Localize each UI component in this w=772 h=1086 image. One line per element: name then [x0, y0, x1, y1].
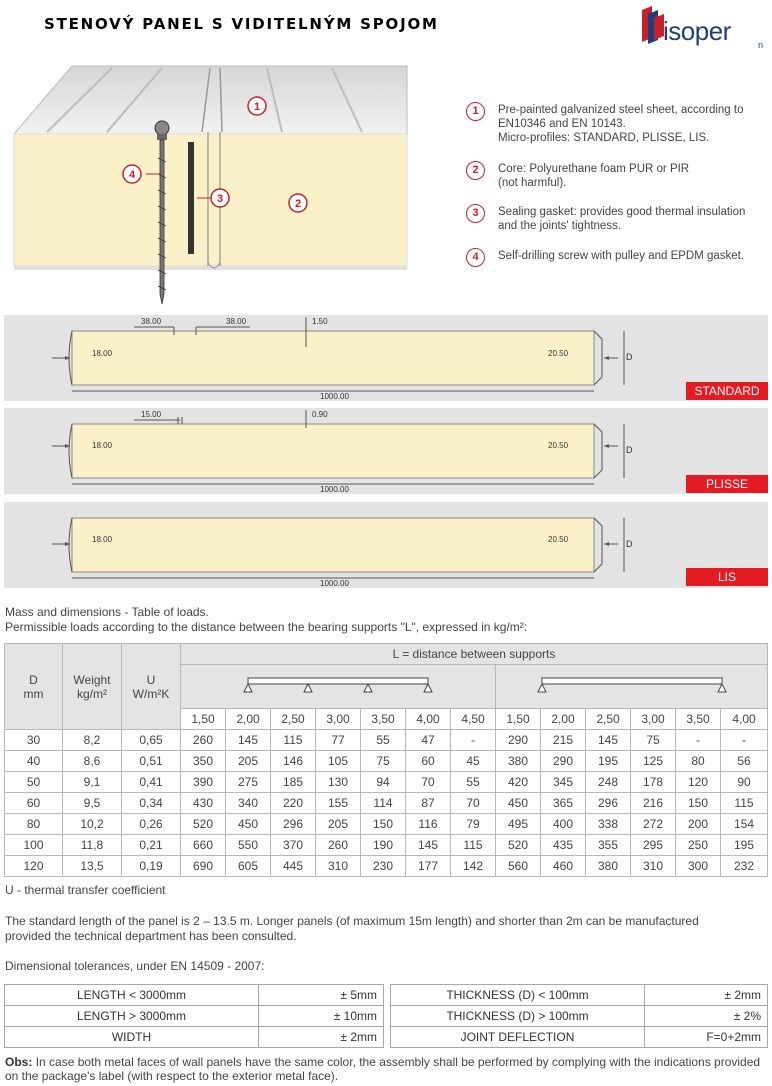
- dim-depth: 1.50: [312, 317, 328, 326]
- table-cell: 45: [451, 751, 496, 772]
- dim-right: 20.50: [548, 441, 569, 450]
- table-cell: 87: [406, 793, 451, 814]
- single-span-beam-icon: [496, 665, 768, 709]
- table-cell: 400: [541, 814, 586, 835]
- span-a: 3,00: [316, 709, 361, 730]
- table-cell: 380: [496, 751, 541, 772]
- table-cell: 90: [721, 772, 768, 793]
- span-b: 2,50: [586, 709, 631, 730]
- span-b: 3,00: [631, 709, 676, 730]
- table-cell: 260: [181, 730, 226, 751]
- table-cell: 150: [361, 814, 406, 835]
- legend-item-4: [466, 249, 766, 263]
- table-cell: 8,6: [63, 751, 122, 772]
- two-span-beam-icon: [181, 665, 496, 709]
- table-cell: 520: [496, 835, 541, 856]
- table-cell: 605: [226, 856, 271, 877]
- table-cell: 70: [406, 772, 451, 793]
- dim-thickness: D: [626, 539, 633, 549]
- dim-thickness: D: [626, 445, 633, 455]
- span-header: L = distance between supports: [181, 644, 768, 665]
- length-note: [5, 914, 765, 944]
- table-cell: 296: [271, 814, 316, 835]
- tolerance-table-right: [390, 984, 768, 1048]
- table-cell: 338: [586, 814, 631, 835]
- legend-item-2: [466, 162, 766, 190]
- span-b: 2,00: [541, 709, 586, 730]
- table-cell: 190: [361, 835, 406, 856]
- legend-item-1: [466, 103, 766, 145]
- table-cell: 520: [181, 814, 226, 835]
- table-cell: 94: [361, 772, 406, 793]
- table-cell: 60: [406, 751, 451, 772]
- tolerance-row: WIDTH ± 2mm: [5, 1027, 384, 1048]
- table-cell: 205: [226, 751, 271, 772]
- table-cell: 195: [586, 751, 631, 772]
- page-title: STENOVÝ PANEL S VIDITELNÝM SPOJOM: [44, 15, 439, 33]
- span-a: 2,00: [226, 709, 271, 730]
- table-cell: 56: [721, 751, 768, 772]
- span-b: 4,00: [721, 709, 768, 730]
- legend-number: 2: [466, 161, 485, 180]
- table-cell: 460: [541, 856, 586, 877]
- table-cell: 310: [631, 856, 676, 877]
- table-cell: 420: [496, 772, 541, 793]
- profile-tag: LIS: [686, 568, 768, 586]
- table-cell: 125: [631, 751, 676, 772]
- table-cell: 177: [406, 856, 451, 877]
- table-cell: 79: [451, 814, 496, 835]
- table-cell: 260: [316, 835, 361, 856]
- table-cell: 115: [271, 730, 316, 751]
- span-a: 3,50: [361, 709, 406, 730]
- tolerance-row: LENGTH > 3000mm ± 10mm: [5, 1006, 384, 1027]
- dim-width: 1000.00: [320, 392, 349, 401]
- table-cell: 9,1: [63, 772, 122, 793]
- obs-text: In case both metal faces of wall panels have the same color, the assembly shall be performed by complying with the indications provided on the package's label (with respect to the exterior metal face).: [5, 1055, 761, 1083]
- table-cell: -: [721, 730, 768, 751]
- table-row: [5, 814, 768, 835]
- table-cell: 275: [226, 772, 271, 793]
- table-cell: 145: [406, 835, 451, 856]
- table-cell: 232: [721, 856, 768, 877]
- table-cell: 295: [631, 835, 676, 856]
- intro-line: Permissible loads according to the distance between the bearing supports "L", expressed in kg/m²:: [5, 620, 528, 634]
- table-cell: 60: [5, 793, 63, 814]
- table-cell: 345: [541, 772, 586, 793]
- tolerance-row: LENGTH < 3000mm ± 5mm: [5, 985, 384, 1006]
- table-cell: 430: [181, 793, 226, 814]
- table-cell: 370: [271, 835, 316, 856]
- legend-line: (not harmful).: [498, 177, 567, 189]
- table-cell: 115: [721, 793, 768, 814]
- obs-note: [5, 1055, 767, 1083]
- tolerance-row: THICKNESS (D) < 100mm ± 2mm: [391, 985, 768, 1006]
- table-cell: 290: [496, 730, 541, 751]
- span-b: 1,50: [496, 709, 541, 730]
- dim-left: 18.00: [92, 535, 113, 544]
- table-cell: 40: [5, 751, 63, 772]
- dim-width: 1000.00: [320, 485, 349, 494]
- table-cell: 100: [5, 835, 63, 856]
- dim-a: 15.00: [141, 410, 162, 419]
- table-cell: 310: [316, 856, 361, 877]
- table-cell: 365: [541, 793, 586, 814]
- span-a: 2,50: [271, 709, 316, 730]
- loads-table: [4, 643, 768, 877]
- table-cell: -: [676, 730, 721, 751]
- table-row: [5, 751, 768, 772]
- table-cell: 185: [271, 772, 316, 793]
- table-cell: 445: [271, 856, 316, 877]
- span-a: 4,50: [451, 709, 496, 730]
- legend-line: Self-drilling screw with pulley and EPDM gasket.: [498, 250, 745, 262]
- isoper-logo: [640, 6, 768, 52]
- table-cell: 350: [181, 751, 226, 772]
- table-cell: 146: [271, 751, 316, 772]
- table-cell: 550: [226, 835, 271, 856]
- legend-item-3: [466, 205, 766, 233]
- tolerance-heading: Dimensional tolerances, under EN 14509 - 2007:: [5, 959, 265, 973]
- span-a: 4,00: [406, 709, 451, 730]
- table-cell: 0,19: [122, 856, 181, 877]
- table-cell: 0,26: [122, 814, 181, 835]
- table-cell: 215: [541, 730, 586, 751]
- table-cell: 114: [361, 793, 406, 814]
- callout-4: 4: [128, 169, 136, 181]
- table-cell: 195: [721, 835, 768, 856]
- table-cell: 75: [361, 751, 406, 772]
- table-cell: 10,2: [63, 814, 122, 835]
- legend-line: and the joints' tightness.: [498, 220, 622, 232]
- logo-word: isoper: [663, 16, 731, 46]
- span-b: 3,50: [676, 709, 721, 730]
- table-cell: 390: [181, 772, 226, 793]
- dim-width: 1000.00: [320, 579, 349, 588]
- table-cell: 80: [5, 814, 63, 835]
- table-cell: 248: [586, 772, 631, 793]
- table-cell: 0,41: [122, 772, 181, 793]
- table-cell: 120: [5, 856, 63, 877]
- table-row: [5, 793, 768, 814]
- dim-a: 38.00: [141, 317, 162, 326]
- length-note-line: The standard length of the panel is 2 – 13.5 m. Longer panels (of maximum 15m length) and shorter than 2m can be manufactured: [5, 914, 699, 928]
- load-rows: [5, 730, 768, 877]
- table-cell: 55: [451, 772, 496, 793]
- table-cell: 435: [541, 835, 586, 856]
- col-d-header: D mm: [5, 644, 63, 730]
- panel-illustration: [12, 62, 422, 312]
- table-cell: 216: [631, 793, 676, 814]
- table-cell: 47: [406, 730, 451, 751]
- table-cell: 130: [316, 772, 361, 793]
- table-cell: 380: [586, 856, 631, 877]
- table-cell: 660: [181, 835, 226, 856]
- profile-tag: STANDARD: [686, 382, 768, 400]
- table-cell: 116: [406, 814, 451, 835]
- legend-line: Sealing gasket: provides good thermal insulation: [498, 206, 746, 218]
- table-cell: 13,5: [63, 856, 122, 877]
- table-cell: 450: [496, 793, 541, 814]
- intro-line: Mass and dimensions - Table of loads.: [5, 605, 209, 619]
- legend-line: Pre-painted galvanized steel sheet, according to: [498, 104, 744, 116]
- table-cell: 120: [676, 772, 721, 793]
- table-cell: 80: [676, 751, 721, 772]
- table-cell: 0,51: [122, 751, 181, 772]
- table-cell: 560: [496, 856, 541, 877]
- table-cell: 250: [676, 835, 721, 856]
- table-cell: 355: [586, 835, 631, 856]
- table-cell: 150: [676, 793, 721, 814]
- table-cell: 145: [226, 730, 271, 751]
- table-cell: 50: [5, 772, 63, 793]
- col-weight-header: Weight kg/m²: [63, 644, 122, 730]
- profile-plisse: [4, 408, 768, 494]
- dim-left: 18.00: [92, 441, 113, 450]
- table-cell: 495: [496, 814, 541, 835]
- table-cell: 690: [181, 856, 226, 877]
- table-cell: 200: [676, 814, 721, 835]
- legend-line: Core: Polyurethane foam PUR or PIR: [498, 163, 690, 175]
- table-cell: 272: [631, 814, 676, 835]
- table-cell: 77: [316, 730, 361, 751]
- dim-left: 18.00: [92, 349, 113, 358]
- table-cell: 220: [271, 793, 316, 814]
- length-note-line: provided the technical department has been consulted.: [5, 929, 297, 943]
- table-cell: 296: [586, 793, 631, 814]
- table-row: [5, 835, 768, 856]
- legend-number: 1: [466, 102, 485, 121]
- table-cell: 8,2: [63, 730, 122, 751]
- table-cell: 142: [451, 856, 496, 877]
- callout-3: 3: [216, 193, 224, 205]
- table-cell: 105: [316, 751, 361, 772]
- profile-tag: PLISSE: [686, 475, 768, 493]
- profile-lis: [4, 502, 768, 588]
- logo-sub: n: [758, 40, 764, 50]
- legend-number: 4: [466, 248, 485, 267]
- table-cell: 11,8: [63, 835, 122, 856]
- table-cell: 205: [316, 814, 361, 835]
- profile-standard: [4, 315, 768, 401]
- table-cell: 0,34: [122, 793, 181, 814]
- col-u-header: U W/m²K: [122, 644, 181, 730]
- table-cell: 0,65: [122, 730, 181, 751]
- callout-1: 1: [253, 101, 261, 113]
- dim-depth: 0.90: [312, 410, 328, 419]
- table-cell: 155: [316, 793, 361, 814]
- table-row: [5, 730, 768, 751]
- table-cell: -: [451, 730, 496, 751]
- tolerance-row: THICKNESS (D) > 100mm ± 2%: [391, 1006, 768, 1027]
- table-cell: 115: [451, 835, 496, 856]
- table-cell: 30: [5, 730, 63, 751]
- table-cell: 145: [586, 730, 631, 751]
- tolerance-row: JOINT DEFLECTION F=0+2mm: [391, 1027, 768, 1048]
- table-cell: 450: [226, 814, 271, 835]
- table-row: [5, 856, 768, 877]
- legend-number: 3: [466, 204, 485, 223]
- table-cell: 230: [361, 856, 406, 877]
- table-cell: 9,5: [63, 793, 122, 814]
- legend-line: EN10346 and EN 10143.: [498, 118, 626, 130]
- table-cell: 300: [676, 856, 721, 877]
- span-a: 1,50: [181, 709, 226, 730]
- callout-2: 2: [294, 198, 302, 210]
- table-cell: 178: [631, 772, 676, 793]
- u-note: U - thermal transfer coefficient: [5, 883, 166, 897]
- table-cell: 0,21: [122, 835, 181, 856]
- dim-right: 20.50: [548, 349, 569, 358]
- dim-thickness: D: [626, 352, 633, 362]
- tolerance-table-left: [4, 984, 384, 1048]
- obs-label: Obs:: [5, 1055, 33, 1069]
- table-cell: 75: [631, 730, 676, 751]
- table-intro: [5, 605, 527, 635]
- table-row: [5, 772, 768, 793]
- legend-line: Micro-profiles: STANDARD, PLISSE, LIS.: [498, 132, 710, 144]
- dim-b: 38.00: [226, 317, 247, 326]
- table-cell: 70: [451, 793, 496, 814]
- table-cell: 290: [541, 751, 586, 772]
- dim-right: 20.50: [548, 535, 569, 544]
- table-cell: 55: [361, 730, 406, 751]
- table-cell: 340: [226, 793, 271, 814]
- table-cell: 154: [721, 814, 768, 835]
